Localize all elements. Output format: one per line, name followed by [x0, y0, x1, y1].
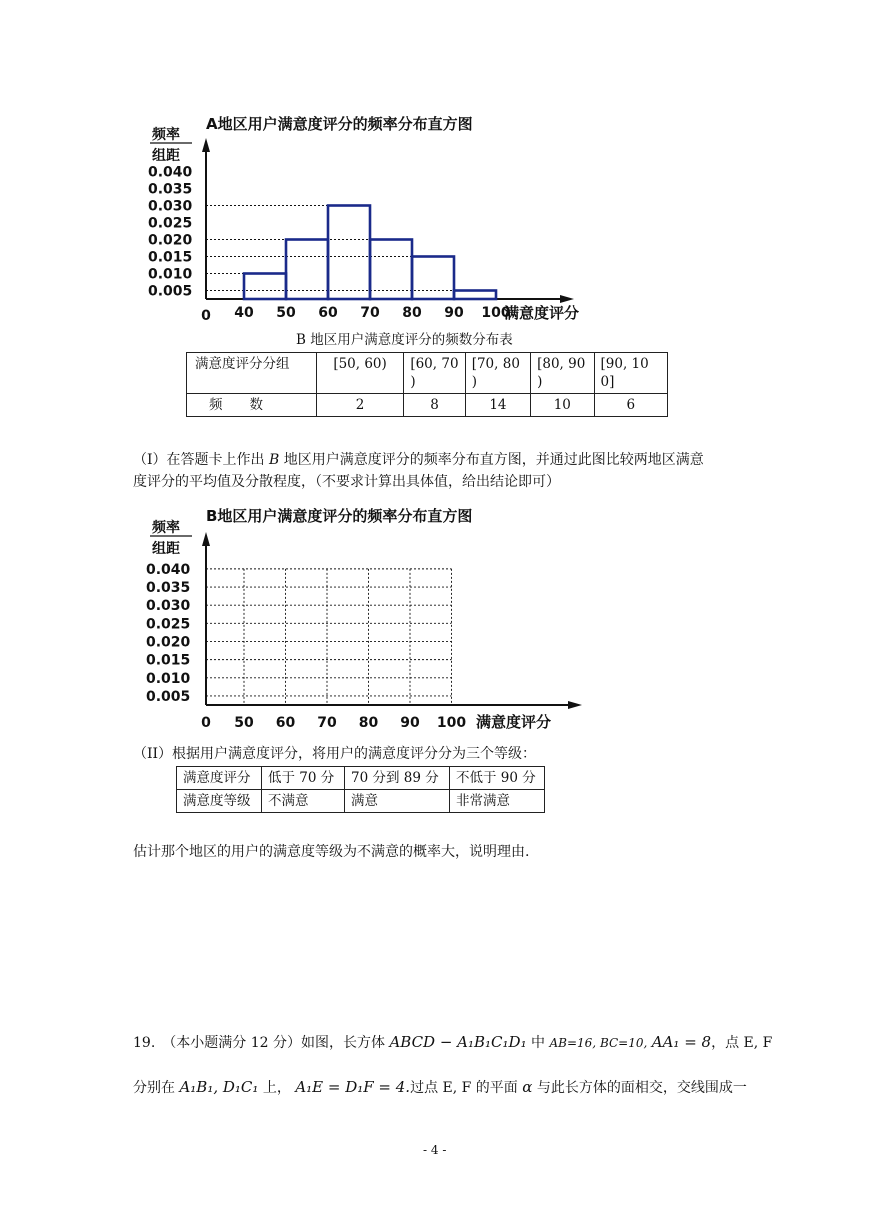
chart-a-origin-label: 0	[201, 308, 211, 324]
chart-b-xtick-label: 60	[275, 715, 296, 731]
table-row	[187, 394, 668, 417]
chart-b-xtick-label: 0	[201, 715, 211, 731]
chart-a-ylabel-top: 频率	[152, 127, 180, 143]
page-number: - 4 -	[423, 1143, 447, 1157]
chart-a-ytick-label: 0.010	[148, 266, 193, 283]
chart-b-x-arrow	[568, 701, 582, 709]
table-b-count: 10	[531, 394, 594, 417]
chart-b-ytick-label: 0.035	[146, 580, 191, 597]
levels-cell: 70 分到 89 分	[345, 767, 450, 790]
levels-cell: 低于 70 分	[262, 767, 345, 790]
chart-b-y-arrow	[202, 532, 210, 546]
chart-b-xtick-label: 100	[436, 715, 467, 731]
chart-a-xlabel: 满意度评分	[504, 304, 580, 322]
chart-b-ytick-label: 0.030	[146, 598, 191, 615]
table-row	[177, 790, 545, 813]
chart-b-ytick-label: 0.015	[146, 652, 191, 669]
chart-a-xtick-label: 40	[234, 305, 254, 321]
table-b-row1-header: 满意度评分分组	[187, 353, 317, 394]
levels-cell: 不满意	[262, 790, 345, 813]
chart-b-histogram-grid	[140, 502, 590, 742]
table-satisfaction-levels	[176, 766, 545, 813]
table-b-count: 14	[465, 394, 530, 417]
question-2-intro: （II）根据用户满意度评分，将用户的满意度评分分为三个等级：	[133, 746, 537, 762]
table-b-group-cell: [70, 80 )	[465, 353, 530, 394]
chart-a-xtick-label: 50	[276, 305, 296, 321]
question-1-line1: （I）在答题卡上作出 B 地区用户满意度评分的频率分布直方图，并通过此图比较两地区满意	[133, 452, 704, 468]
table-b-count: 8	[404, 394, 465, 417]
chart-a-xtick-label: 60	[318, 305, 338, 321]
chart-b-ytick-label: 0.025	[146, 616, 191, 633]
table-b-count: 2	[316, 394, 404, 417]
table-b-row2-header: 频 数	[187, 394, 317, 417]
chart-a-xtick-label: 90	[444, 305, 464, 321]
table-b-caption: B 地区用户满意度评分的频数分布表	[296, 332, 513, 348]
chart-a-x-arrow	[560, 295, 574, 303]
chart-a-xtick-label: 80	[402, 305, 422, 321]
chart-a-ytick-label: 0.040	[148, 164, 193, 181]
chart-b-ytick-label: 0.010	[146, 670, 191, 687]
chart-b-xtick-label: 50	[234, 715, 254, 731]
table-b-frequency	[186, 352, 668, 417]
chart-a-y-arrow	[202, 138, 210, 152]
chart-b-ytick-label: 0.040	[146, 561, 191, 578]
question-19-line2: 分别在 A₁B₁, D₁C₁ 上， A₁E = D₁F = 4.过点 E, F 的平面 α 与此长方体的面相交，交线围成一	[133, 1078, 747, 1096]
chart-a-ytick-label: 0.020	[148, 232, 193, 249]
chart-b-xtick-label: 90	[400, 715, 420, 731]
question-19-line1: 19. （本小题满分 12 分）如图，长方体 ABCD − A₁B₁C₁D₁ 中 AB=16, BC=10, AA₁ = 8，点 E, F	[133, 1033, 773, 1051]
chart-a-bar	[454, 291, 496, 300]
chart-b-xtick-label: 70	[317, 715, 337, 731]
levels-cell: 不低于 90 分	[450, 767, 545, 790]
table-b-group-cell: [60, 70 )	[404, 353, 465, 394]
table-row	[187, 353, 668, 394]
chart-a-bar	[244, 274, 286, 300]
levels-cell: 非常满意	[450, 790, 545, 813]
chart-b-ytick-label: 0.005	[146, 688, 191, 705]
question-1-line2: 度评分的平均值及分散程度，（不要求计算出具体值，给出结论即可）	[133, 474, 560, 490]
chart-b-title: B地区用户满意度评分的频率分布直方图	[206, 507, 473, 525]
chart-a-ytick-label: 0.005	[148, 283, 193, 300]
chart-a-ytick-label: 0.035	[148, 181, 193, 198]
question-2-ask: 估计那个地区的用户的满意度等级为不满意的概率大，说明理由.	[133, 844, 530, 860]
table-b-group-cell: [80, 90 )	[531, 353, 594, 394]
chart-a-histogram	[140, 110, 620, 325]
chart-a-bar	[412, 257, 454, 300]
table-b-count: 6	[594, 394, 668, 417]
table-row	[177, 767, 545, 790]
chart-a-ytick-label: 0.025	[148, 215, 193, 232]
chart-a-xtick-label: 100	[481, 305, 511, 321]
table-b-group-cell: [90, 10 0]	[594, 353, 668, 394]
chart-a-ylabel-bottom: 组距	[152, 148, 180, 164]
chart-b-ylabel-top: 频率	[152, 520, 180, 536]
chart-a-ytick-label: 0.015	[148, 249, 193, 266]
chart-a-bar	[328, 206, 370, 300]
chart-b-xlabel: 满意度评分	[476, 713, 552, 731]
chart-a-ytick-label: 0.030	[148, 198, 193, 215]
levels-cell: 满意度等级	[177, 790, 262, 813]
chart-b-ylabel-bottom: 组距	[152, 541, 180, 557]
levels-cell: 满意度评分	[177, 767, 262, 790]
chart-a-title: A地区用户满意度评分的频率分布直方图	[206, 115, 473, 133]
chart-b-xtick-label: 80	[358, 715, 379, 731]
table-b-group-cell: [50, 60)	[316, 353, 404, 394]
chart-b-ytick-label: 0.020	[146, 634, 191, 651]
levels-cell: 满意	[345, 790, 450, 813]
chart-a-xtick-label: 70	[360, 305, 380, 321]
